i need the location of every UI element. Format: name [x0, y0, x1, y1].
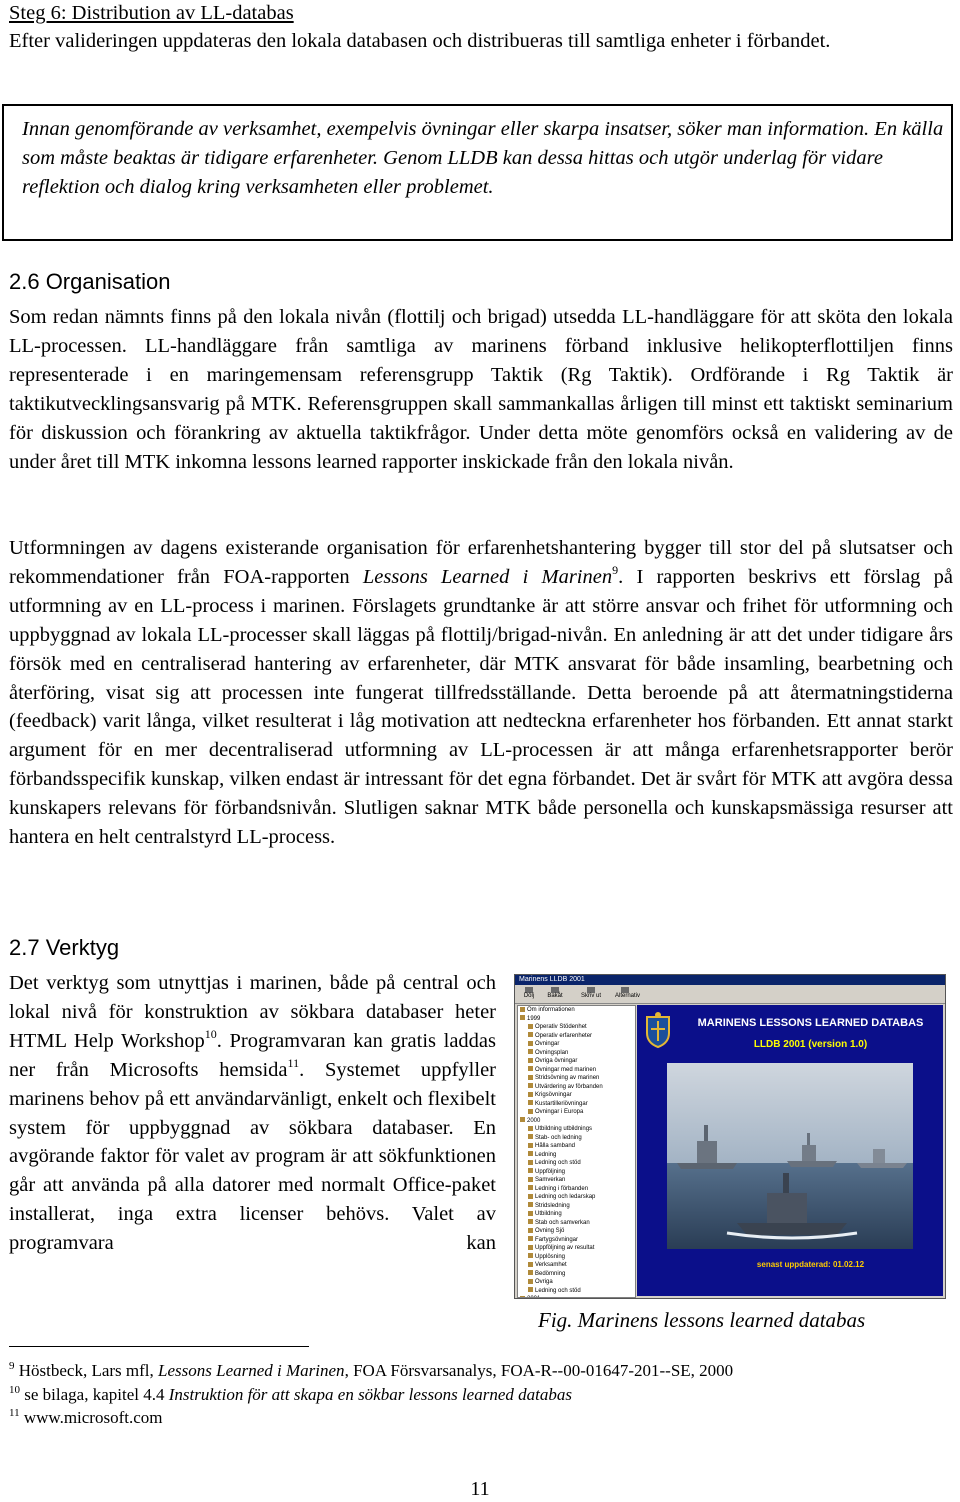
tree-item-label: Stab- och ledning: [535, 1134, 582, 1141]
footnote-number: 10: [9, 1384, 20, 1396]
tree-item[interactable]: [518, 1159, 635, 1168]
tree-item-label: Upplösning: [535, 1253, 566, 1260]
tree-item-label: 1999: [527, 1015, 541, 1022]
tree-item-label: Utbildning: [535, 1211, 562, 1217]
book-icon: [528, 1168, 533, 1173]
tree-item-label: Utvärdering av förbanden: [535, 1083, 603, 1090]
book-icon: [528, 1092, 533, 1097]
book-icon: [528, 1287, 533, 1292]
tree-item[interactable]: [518, 1295, 635, 1298]
tree-item-label: Ledning och stöd: [535, 1287, 581, 1294]
book-icon: [520, 1117, 525, 1122]
book-icon: [528, 1041, 533, 1046]
footnote-9: [9, 1360, 733, 1382]
book-icon: [528, 1211, 533, 1216]
verktyg-text-a: Det verktyg som utnyttjas i marinen, både på central och lokal nivå för konstruktion av sökbara databaser heter HTML Help Workshop: [9, 972, 496, 1052]
book-icon: [528, 1262, 533, 1267]
book-icon: [528, 1066, 533, 1071]
tree-item-label: Bedömning: [535, 1270, 566, 1277]
window-titlebar: Marinens LLDB 2001: [515, 975, 945, 985]
verktyg-text-c: . Systemet uppfyller marinens behov på ett användarvänligt, enkelt och flexibelt system för uppbyggnad av sökbara databaser. En avgörande faktor för valet av program är att sökfunktionen går att använda på alla datorer med normalt Office-paket installerat, inga extra licenser behövs. Valet av programvara kan: [9, 1058, 496, 1255]
tree-item-label: Övriga övningar: [535, 1058, 578, 1064]
content-updated: senast uppdaterad: 01.02.12: [756, 1260, 865, 1269]
tree-item[interactable]: [518, 1142, 635, 1151]
tree-item-label: Övningar: [535, 1041, 560, 1047]
paragraph-2-text-a: Utformningen av dagens existerande organisation för erfarenhetshantering bygger till stor del på slutsatser och rekommendationer från FOA-rapporten: [9, 537, 953, 588]
tree-item-label: Stridsövning av marinen: [535, 1075, 600, 1081]
book-icon: [528, 1253, 533, 1258]
book-icon: [528, 1245, 533, 1250]
book-icon: [520, 1296, 525, 1298]
organisation-paragraph-1: Som redan nämnts finns på den lokala nivån (flottilj och brigad) utsedda LL-handläggare för att sköta den lokala LL-processen. LL-handläggare från samtliga av marinens förband inklusive helikopterflottiljen finns representerade i en maringemensam referensgrupp Taktik (Rg Taktik). Ordförande i Rg Taktik är taktikutvecklingsansvarig på MTK. Referensgruppen skall sammankallas årligen till minst ett taktiskt seminarium för diskussion och förankring av aktuella taktikfrågor. Under detta möte genomförs också en validering av de under året till MTK inkomna lessons learned rapporter inskickade från den lokala nivån.: [9, 306, 953, 473]
verktyg-text-b: . Programvaran kan gratis laddas ner från Microsofts hemsida: [9, 1029, 496, 1081]
tree-item[interactable]: [518, 1006, 635, 1015]
warships-photo: [667, 1063, 913, 1249]
tree-item-label: Uppföljning av resultat: [535, 1245, 595, 1251]
book-icon: [528, 1228, 533, 1233]
tree-item[interactable]: [518, 1125, 635, 1134]
footnote-text: , FOA Försvarsanalys, FOA-R--00-01647-201--SE, 2000: [344, 1361, 734, 1380]
book-icon: [528, 1024, 533, 1029]
tree-item[interactable]: [518, 1270, 635, 1279]
book-icon: [528, 1075, 533, 1080]
tree-item[interactable]: [518, 1253, 635, 1262]
tree-item-label: Övningar med marinen: [535, 1066, 597, 1073]
book-icon: [528, 1058, 533, 1063]
tree-item-label: Operativ Stödenhet: [535, 1024, 587, 1030]
page-number: 11: [470, 1478, 490, 1500]
content-pane: [637, 1005, 943, 1296]
paragraph-2-text-b: . I rapporten beskrivs ett förslag på utformning av en LL-process i marinen. Förslagets grundtanke är att större ansvar och frihet för utformning och uppbyggnad av lokala LL-processer skall läggas på flottilj/brigad-nivån. En anledning är att det under tidigare års försök med en centraliserad hantering av erfarenheter, där MTK ansvarat för både insamling, bearbetning och återföring, visat sig att processen inte fungerat tillfredsställande. Detta beroende på att återmatningstiderna (feedback) varit långa, vilket resulterat i låg motivation att nedteckna erfarenheter hos förbanden. Ett annat starkt argument för en mer decentraliserad utformning av LL-processen är att många erfarenhetsrapporter berör förbandsspecifik kunskap, vilken endast är intressant för det egna förbandet. Det är svårt för MTK att avgöra dessa kunskapers relevans för förbandsnivån. Slutligen saknar MTK både personella och kunskapsmässiga resurser att hantera en helt centralstyrd LL-process.: [9, 565, 953, 849]
tree-item[interactable]: [518, 1151, 635, 1160]
tree-item-label: Krigsövningar: [535, 1092, 572, 1098]
tree-item-label: Ledning i förbanden: [535, 1185, 589, 1192]
footnote-link[interactable]: www.microsoft.com: [23, 1408, 163, 1427]
toolbar-label: Skriv ut: [581, 993, 602, 999]
book-icon: [528, 1270, 533, 1275]
footnote-number: 11: [9, 1407, 20, 1419]
toolbar-options-button[interactable]: [615, 987, 641, 1001]
section-heading-verktyg: 2.7 Verktyg: [9, 935, 120, 960]
footnote-text: se bilaga, kapitel 4.4: [24, 1385, 169, 1404]
book-icon: [528, 1100, 533, 1105]
tree-item[interactable]: [518, 1168, 635, 1177]
tree-item-label: Övning Sjö: [535, 1228, 565, 1234]
tree-item[interactable]: [518, 1015, 635, 1024]
tree-item-label: Övningar i Europa: [535, 1109, 584, 1115]
tree-item[interactable]: [518, 1261, 635, 1270]
toolbar-label: Alternativ: [615, 993, 641, 999]
tree-item[interactable]: [518, 1176, 635, 1185]
content-title: MARINENS LESSONS LEARNED DATABAS: [697, 1017, 924, 1029]
footnote-ref-9: 9: [612, 562, 619, 577]
report-title: Lessons Learned i Marinen: [362, 565, 613, 588]
tree-item[interactable]: [518, 1091, 635, 1100]
tree-item-label: Ledning och stöd: [535, 1160, 581, 1166]
tree-item-label: Övningsplan: [535, 1049, 569, 1056]
tree-item[interactable]: [518, 1287, 635, 1296]
book-icon: [528, 1083, 533, 1088]
tree-item-label: Hålla samband: [535, 1143, 576, 1149]
tree-item[interactable]: [518, 1108, 635, 1117]
tree-item-label: Utbildning utbildnings: [535, 1126, 593, 1132]
tree-item-label: Stab och samverkan: [535, 1219, 590, 1226]
lldb-screenshot: [514, 974, 946, 1299]
tree-item[interactable]: [518, 1040, 635, 1049]
step-heading: Steg 6: Distribution av LL-databas: [9, 2, 294, 24]
footnote-italic: Instruktion för att skapa en sökbar lessons learned databas: [168, 1385, 572, 1404]
tree-item[interactable]: [518, 1185, 635, 1194]
tree-item-label: 2000: [527, 1117, 541, 1124]
book-icon: [528, 1134, 533, 1139]
tree-item-label: Stridsledning: [535, 1202, 570, 1209]
tree-item-label: Övriga: [535, 1279, 553, 1285]
footnote-11: [9, 1407, 163, 1429]
tree-item[interactable]: [518, 1278, 635, 1287]
book-icon: [528, 1049, 533, 1054]
step-heading-block: [9, 0, 294, 27]
contents-tree[interactable]: [517, 1005, 636, 1298]
tree-item[interactable]: [518, 1227, 635, 1236]
toolbar-hide-button[interactable]: [519, 987, 539, 1001]
tree-item[interactable]: [518, 1074, 635, 1083]
tree-item[interactable]: [518, 1083, 635, 1092]
book-icon: [528, 1160, 533, 1165]
verktyg-paragraph: [9, 969, 496, 1258]
tree-item-label: Operativ erfarenheter: [535, 1032, 593, 1039]
toolbar-print-button[interactable]: [581, 987, 601, 1001]
tree-item[interactable]: [518, 1117, 635, 1126]
toolbar-label: Bakåt: [547, 993, 563, 999]
book-icon: [528, 1194, 533, 1199]
tree-item-label: Verksamhet: [535, 1262, 567, 1268]
tree-item-label: Ledning: [535, 1151, 557, 1158]
book-icon: [528, 1143, 533, 1148]
tree-item-label: Om informationen: [527, 1007, 575, 1013]
organisation-paragraph-2: [9, 534, 953, 852]
tree-item-label: Kustartilleriövningar: [535, 1100, 588, 1107]
section-heading-organisation: 2.6 Organisation: [9, 269, 171, 294]
book-icon: [528, 1219, 533, 1224]
tree-item[interactable]: [518, 1193, 635, 1202]
tree-item[interactable]: [518, 1049, 635, 1058]
tree-item-label: Fartygsövningar: [535, 1236, 579, 1243]
window-toolbar: [515, 985, 945, 1004]
tree-item-label: [527, 1296, 540, 1298]
tree-item[interactable]: [518, 1219, 635, 1228]
content-subtitle: LLDB 2001 (version 1.0): [753, 1039, 868, 1050]
tree-item[interactable]: [518, 1032, 635, 1041]
book-icon: [528, 1279, 533, 1284]
tree-item[interactable]: [518, 1244, 635, 1253]
step-text: Efter valideringen uppdateras den lokala databasen och distribueras till samtliga enheter i förbandet.: [9, 30, 831, 52]
tree-item[interactable]: [518, 1210, 635, 1219]
footnote-ref-10: 10: [204, 1026, 217, 1041]
book-icon: [528, 1126, 533, 1131]
tree-item-label: Ledning och ledarskap: [535, 1194, 596, 1200]
toolbar-back-button[interactable]: [545, 987, 565, 1001]
tree-item[interactable]: [518, 1066, 635, 1075]
tree-item[interactable]: [518, 1134, 635, 1143]
toolbar-label: Dölj: [523, 993, 535, 999]
tree-item-label: Uppföljning: [535, 1168, 566, 1175]
book-icon: [528, 1185, 533, 1190]
tree-item[interactable]: [518, 1236, 635, 1245]
footnote-10: [9, 1384, 572, 1406]
tree-item[interactable]: [518, 1023, 635, 1032]
footnote-separator: [9, 1346, 309, 1347]
info-box-text: Innan genomförande av verksamhet, exempelvis övningar eller skarpa insatser, söker man information. En källa som måste beaktas är tidigare erfarenheter. Genom LLDB kan dessa hittas och utgör underlag för vidare reflektion och dialog kring verksamheten eller problemet.: [22, 118, 944, 198]
book-icon: [520, 1015, 525, 1020]
info-box: [2, 104, 953, 241]
footnote-italic: Lessons Learned i Marinen: [158, 1361, 345, 1380]
tree-item[interactable]: [518, 1100, 635, 1109]
footnote-number: 9: [9, 1360, 15, 1372]
footnote-text: Höstbeck, Lars mfl,: [18, 1361, 159, 1380]
navy-crest-icon: [643, 1011, 673, 1049]
book-icon: [528, 1177, 533, 1182]
tree-item-label: Samverkan: [535, 1177, 566, 1183]
book-icon: [528, 1032, 533, 1037]
tree-item[interactable]: [518, 1202, 635, 1211]
book-icon: [528, 1202, 533, 1207]
book-icon: [520, 1007, 525, 1012]
footnote-ref-11: 11: [287, 1055, 300, 1070]
figure-caption: Fig. Marinens lessons learned databas: [538, 1308, 866, 1332]
book-icon: [528, 1236, 533, 1241]
book-icon: [528, 1151, 533, 1156]
book-icon: [528, 1109, 533, 1114]
tree-item[interactable]: [518, 1057, 635, 1066]
